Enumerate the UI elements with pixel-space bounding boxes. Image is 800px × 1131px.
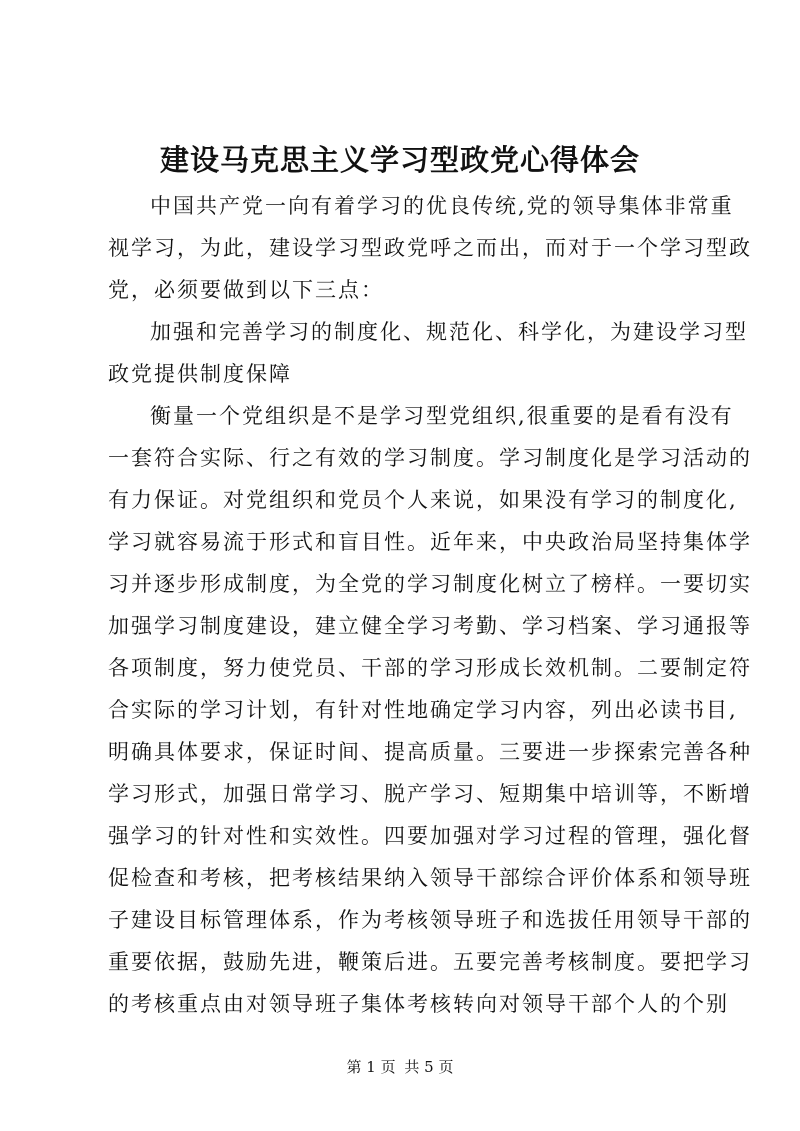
text-line: 有力保证。对党组织和党员个人来说，如果没有学习的制度化, bbox=[108, 488, 738, 512]
text-line: 子建设目标管理体系，作为考核领导班子和选拔任用领导干部的 bbox=[108, 908, 752, 932]
text-line: 视学习，为此，建设学习型政党呼之而出，而对于一个学习型政 bbox=[108, 236, 752, 260]
text-line: 加强学习制度建设，建立健全学习考勤、学习档案、学习通报等 bbox=[108, 614, 752, 638]
page-footer bbox=[0, 1057, 800, 1077]
text-line: 学习形式，加强日常学习、脱产学习、短期集中培训等，不断增 bbox=[108, 782, 752, 806]
page-number: 第 1 页 bbox=[346, 1058, 396, 1076]
text-line: 学习就容易流于形式和盲目性。近年来，中央政治局坚持集体学 bbox=[108, 530, 752, 554]
text-line: 一套符合实际、行之有效的学习制度。学习制度化是学习活动的 bbox=[108, 446, 752, 470]
text-line: 促检查和考核，把考核结果纳入领导干部综合评价体系和领导班 bbox=[108, 866, 752, 890]
section-heading-line: 加强和完善学习的制度化、规范化、科学化，为建设学习型 bbox=[150, 320, 748, 344]
text-line: 党，必须要做到以下三点： bbox=[108, 278, 384, 302]
section-heading-line: 政党提供制度保障 bbox=[108, 362, 292, 386]
text-line: 重要依据，鼓励先进，鞭策后进。五要完善考核制度。要把学习 bbox=[108, 950, 752, 974]
document-title: 建设马克思主义学习型政党心得体会 bbox=[159, 143, 640, 177]
text-line: 明确具体要求，保证时间、提高质量。三要进一步探索完善各种 bbox=[108, 740, 752, 764]
text-line: 中国共产党一向有着学习的优良传统,党的领导集体非常重 bbox=[150, 194, 734, 218]
text-line: 习并逐步形成制度，为全党的学习制度化树立了榜样。一要切实 bbox=[108, 572, 752, 596]
text-line: 强学习的针对性和实效性。四要加强对学习过程的管理，强化督 bbox=[108, 824, 752, 848]
text-line: 各项制度，努力使党员、干部的学习形成长效机制。二要制定符 bbox=[108, 656, 752, 680]
text-line: 合实际的学习计划，有针对性地确定学习内容，列出必读书目, bbox=[108, 698, 738, 722]
text-line: 的考核重点由对领导班子集体考核转向对领导干部个人的个别 bbox=[108, 992, 729, 1016]
text-line: 衡量一个党组织是不是学习型党组织,很重要的是看有没有 bbox=[150, 404, 734, 428]
page-total: 共 5 页 bbox=[404, 1058, 454, 1076]
document-body bbox=[108, 185, 752, 1025]
